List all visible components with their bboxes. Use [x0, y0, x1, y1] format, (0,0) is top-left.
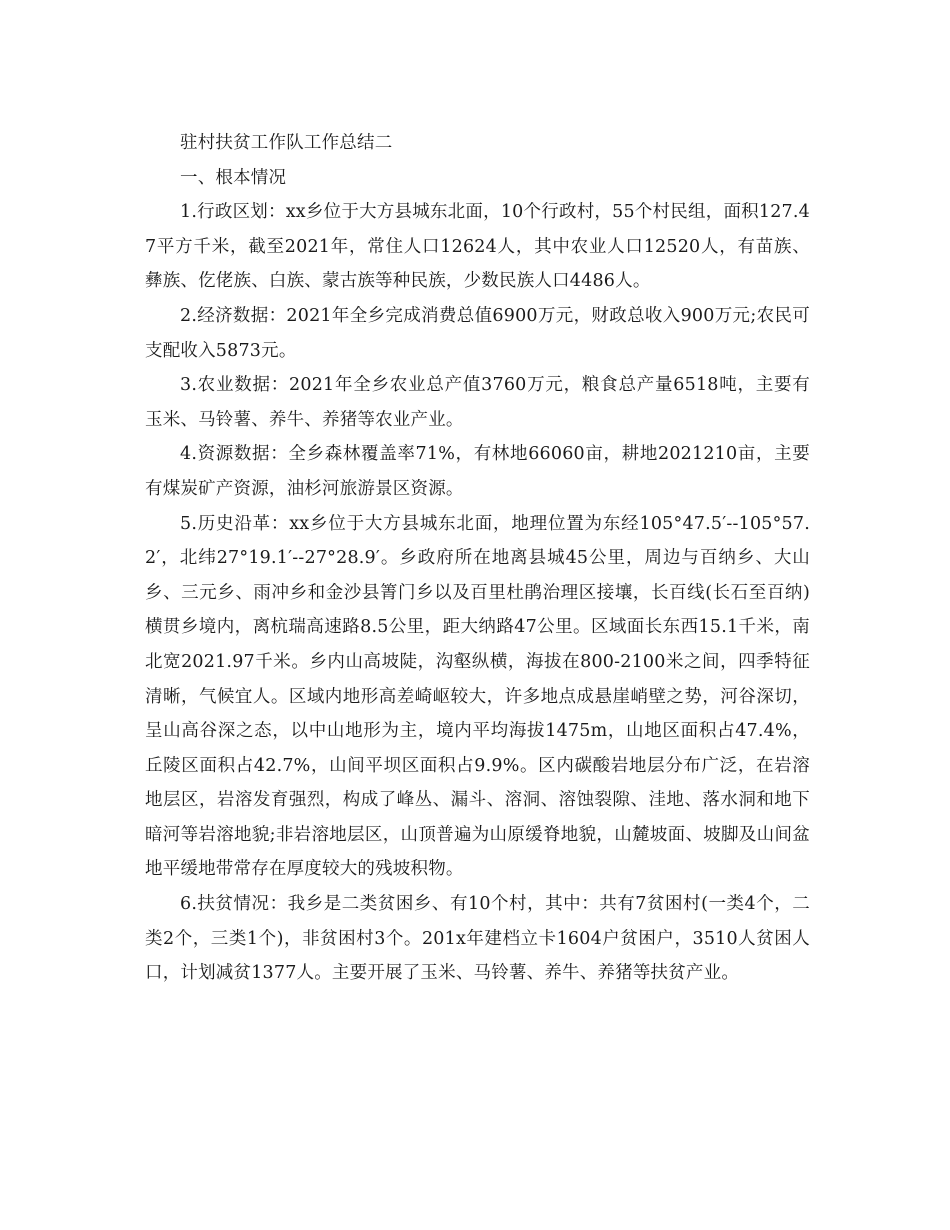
paragraph-history: 5.历史沿革：xx乡位于大方县城东北面，地理位置为东经105°47.5′--105°57.2′，北纬27°19.1′--27°28.9′。乡政府所在地离县城45公里，周边与百纳乡、大山乡、三元乡、雨冲乡和金沙县箐门乡以及百里杜鹃治理区接壤，长百线(长石至百纳)横贯乡境内，离杭瑞高速路8.5公里，距大纳路47公里。区域面长东西15.1千米，南北宽2021.97千米。乡内山高坡陡，沟壑纵横，海拔在800-2100米之间，四季特征清晰，气候宜人。区域内地形高差崎岖较大，许多地点成悬崖峭壁之势，河谷深切，呈山高谷深之态，以中山地形为主，境内平均海拔1475m，山地区面积占47.4%，丘陵区面积占42.7%，山间平坝区面积占9.9%。区内碳酸岩地层分布广泛，在岩溶地层区，岩溶发育强烈，构成了峰丛、漏斗、溶洞、溶蚀裂隙、洼地、落水洞和地下暗河等岩溶地貌;非岩溶地层区，山顶普遍为山原缓脊地貌，山麓坡面、坡脚及山间盆地平缓地带常存在厚度较大的残坡积物。	[145, 513, 810, 880]
paragraph-resource-data: 4.资源数据：全乡森林覆盖率71%，有林地66060亩，耕地2021210亩，主要有煤炭矿产资源，油杉河旅游景区资源。	[145, 444, 810, 499]
document-body	[145, 126, 810, 991]
document-title: 驻村扶贫工作队工作总结二	[180, 133, 393, 153]
paragraph-poverty-situation: 6.扶贫情况：我乡是二类贫困乡、有10个村，其中：共有7贫困村(一类4个，二类2个，三类1个)，非贫困村3个。201x年建档立卡1604户贫困户，3510人贫困人口，计划减贫1377人。主要开展了玉米、马铃薯、养牛、养猪等扶贫产业。	[145, 894, 810, 984]
paragraph-administrative-division: 1.行政区划：xx乡位于大方县城东北面，10个行政村，55个村民组，面积127.47平方千米，截至2021年，常住人口12624人，其中农业人口12520人，有苗族、彝族、仡佬族、白族、蒙古族等种民族，少数民族人口4486人。	[145, 202, 810, 292]
paragraph-economic-data: 2.经济数据：2021年全乡完成消费总值6900万元，财政总收入900万元;农民可支配收入5873元。	[145, 305, 810, 361]
section-heading: 一、根本情况	[180, 167, 287, 188]
paragraph-agricultural-data: 3.农业数据：2021年全乡农业总产值3760万元，粮食总产量6518吨，主要有玉米、马铃薯、养牛、养猪等农业产业。	[145, 375, 810, 430]
